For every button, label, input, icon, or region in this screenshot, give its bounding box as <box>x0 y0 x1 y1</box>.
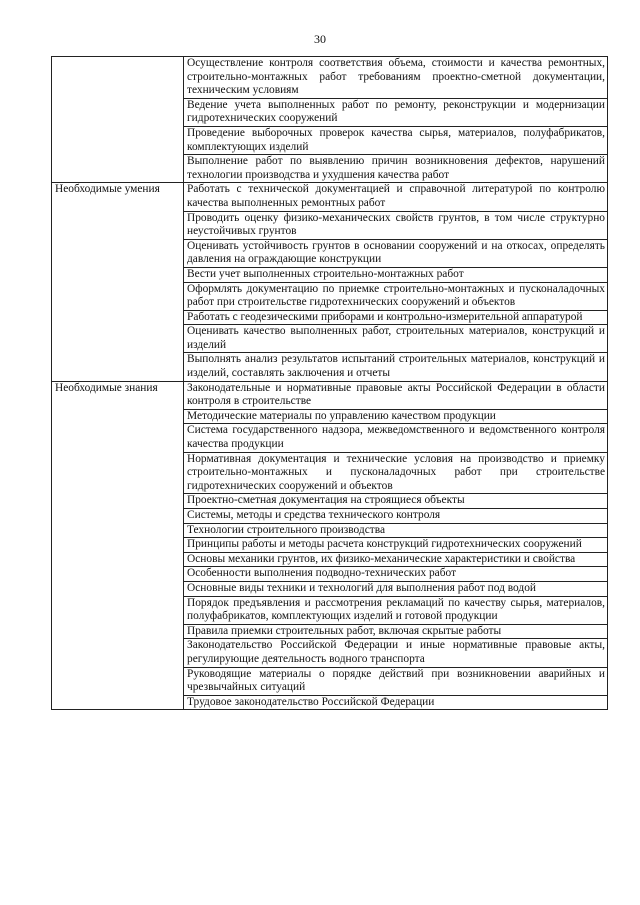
table-row <box>52 57 608 99</box>
requirement-item: Проводить оценку физико-механических свойств грунтов, в том числе структурно неустойчивых грунтов <box>184 211 608 239</box>
section-label: Необходимые умения <box>52 183 184 381</box>
table-row <box>52 381 608 409</box>
requirement-item: Работать с геодезическими приборами и контрольно-измерительной аппаратурой <box>184 310 608 325</box>
requirement-item: Система государственного надзора, межведомственного и ведомственного контроля качества продукции <box>184 424 608 452</box>
requirement-item: Работать с технической документацией и справочной литературой по контролю качества выполненных ремонтных работ <box>184 183 608 211</box>
requirement-item: Методические материалы по управлению качеством продукции <box>184 409 608 424</box>
requirement-item: Технологии строительного производства <box>184 523 608 538</box>
requirement-item: Трудовое законодательство Российской Федерации <box>184 695 608 710</box>
requirement-item: Оценивать качество выполненных работ, строительных материалов, конструкций и изделий <box>184 325 608 353</box>
requirement-item: Проведение выборочных проверок качества сырья, материалов, полуфабрикатов, комплектующих изделий <box>184 126 608 154</box>
requirement-item: Принципы работы и методы расчета конструкций гидротехнических сооружений <box>184 538 608 553</box>
requirement-item: Вести учет выполненных строительно-монтажных работ <box>184 267 608 282</box>
requirement-item: Правила приемки строительных работ, включая скрытые работы <box>184 624 608 639</box>
requirements-table-body <box>52 57 608 710</box>
requirement-item: Законодательство Российской Федерации и иные нормативные правовые акты, регулирующие деятельность водного транспорта <box>184 639 608 667</box>
page-number: 30 <box>314 32 326 46</box>
requirement-item: Оценивать устойчивость грунтов в основании сооружений и на откосах, определять давления на ограждающие конструкции <box>184 239 608 267</box>
section-label <box>52 57 184 183</box>
requirement-item: Выполнение работ по выявлению причин возникновения дефектов, нарушений технологии производства и ухудшения качества работ <box>184 155 608 183</box>
requirement-item: Основы механики грунтов, их физико-механические характеристики и свойства <box>184 552 608 567</box>
requirement-item: Основные виды техники и технологий для выполнения работ под водой <box>184 581 608 596</box>
requirement-item: Выполнять анализ результатов испытаний строительных материалов, конструкций и изделий, составлять заключения и отчеты <box>184 353 608 381</box>
requirement-item: Руководящие материалы о порядке действий при возникновении аварийных и чрезвычайных ситуаций <box>184 667 608 695</box>
requirement-item: Нормативная документация и технические условия на производство и приемку строительно-монтажных и пусконаладочных работ при строительстве гидротехнических сооружений и объектов <box>184 452 608 494</box>
requirement-item: Ведение учета выполненных работ по ремонту, реконструкции и модернизации гидротехнических сооружений <box>184 98 608 126</box>
requirement-item: Порядок предъявления и рассмотрения рекламаций по качеству сырья, материалов, полуфабрикатов, комплектующих изделий и готовой продукции <box>184 596 608 624</box>
requirement-item: Проектно-сметная документация на строящиеся объекты <box>184 494 608 509</box>
section-label: Необходимые знания <box>52 381 184 710</box>
requirement-item: Особенности выполнения подводно-технических работ <box>184 567 608 582</box>
table-row <box>52 183 608 211</box>
requirements-table <box>51 56 608 710</box>
requirement-item: Оформлять документацию по приемке строительно-монтажных и пусконаладочных работ при строительстве гидротехнических сооружений и объектов <box>184 282 608 310</box>
requirement-item: Законодательные и нормативные правовые акты Российской Федерации в области контроля в строительстве <box>184 381 608 409</box>
requirement-item: Системы, методы и средства технического контроля <box>184 509 608 524</box>
requirement-item: Осуществление контроля соответствия объема, стоимости и качества ремонтных, строительно-монтажных работ требованиям проектно-сметной документации, техническим условиям <box>184 57 608 99</box>
